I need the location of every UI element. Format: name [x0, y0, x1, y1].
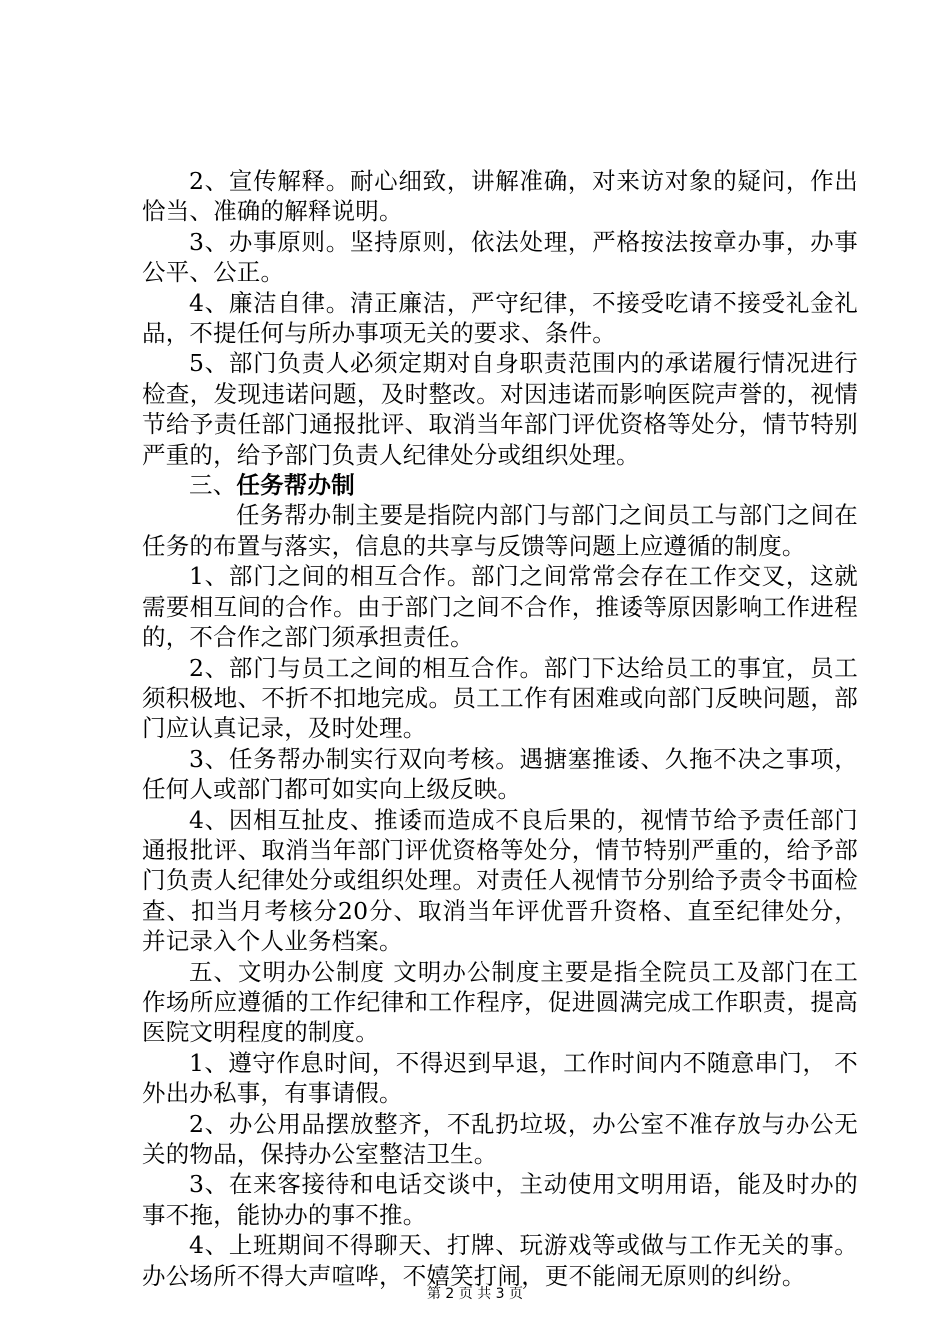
paragraph-civil-office-intro: 五、文明办公制度 文明办公制度主要是指全院员工及部门在工作场所应遵循的工作纪律和工作程序，促进圆满完成工作职责，提高医院文明程度的制度。 — [142, 957, 858, 1047]
page-footer: 第 2 页 共 3 页 — [426, 1286, 524, 1302]
paragraph-integrity: 4、廉洁自律。清正廉洁，严守纪律，不接受吃请不接受礼金礼品，不提任何与所办事项无关的要求、条件。 — [142, 288, 858, 348]
document-body — [142, 166, 858, 1291]
section-heading-task-assist — [142, 470, 858, 500]
paragraph-publicity: 2、宣传解释。耐心细致，讲解准确，对来访对象的疑问，作出恰当、准确的解释说明。 — [142, 167, 858, 226]
paragraph-civil-item-3: 3、在来客接待和电话交谈中，主动使用文明用语，能及时办的事不拖，能协办的事不推。 — [142, 1170, 858, 1229]
paragraph-civil-item-4: 4、上班期间不得聊天、打牌、玩游戏等或做与工作无关的事。办公场所不得大声喧哗，不嬉笑打闹，更不能闹无原则的纠纷。 — [142, 1231, 858, 1290]
section-heading-title: 任务帮办制 — [236, 471, 355, 500]
paragraph-civil-item-2: 2、办公用品摆放整齐，不乱扔垃圾，办公室不准存放与办公无关的物品，保持办公室整洁卫生。 — [142, 1109, 858, 1168]
paragraph-inspection: 5、部门负责人必须定期对自身职责范围内的承诺履行情况进行检查，发现违诺问题，及时整改。对因违诺而影响医院声誉的，视情节给予责任部门通报批评、取消当年部门评优资格等处分，情节特别严重的，给予部门负责人纪律处分或组织处理。 — [142, 349, 858, 469]
paragraph-task-item-1: 1、部门之间的相互合作。部门之间常常会存在工作交叉，这就需要相互间的合作。由于部门之间不合作，推诿等原因影响工作进程的，不合作之部门须承担责任。 — [142, 562, 858, 652]
paragraph-task-item-4: 4、因相互扯皮、推诿而造成不良后果的，视情节给予责任部门通报批评、取消当年部门评优资格等处分，情节特别严重的，给予部门负责人纪律处分或组织处理。对责任人视情节分别给予责令书面检查、扣当月考核分20分、取消当年评优晋升资格、直至纪律处分，并记录入个人业务档案。 — [142, 805, 858, 956]
paragraph-principle: 3、办事原则。坚持原则，依法处理，严格按法按章办事，办事公平、公正。 — [142, 227, 858, 287]
paragraph-civil-item-1: 1、遵守作息时间，不得迟到早退，工作时间内不随意串门， 不外出办私事，有事请假。 — [142, 1048, 858, 1108]
paragraph-task-item-2: 2、部门与员工之间的相互合作。部门下达给员工的事宜，员工须积极地、不折不扣地完成。员工工作有困难或向部门反映问题，部门应认真记录，及时处理。 — [142, 653, 858, 743]
paragraph-task-item-3: 3、任务帮办制实行双向考核。遇搪塞推诿、久拖不决之事项，任何人或部门都可如实向上级反映。 — [142, 744, 858, 804]
paragraph-task-intro: 任务帮办制主要是指院内部门与部门之间员工与部门之间在任务的布置与落实，信息的共享与反馈等问题上应遵循的制度。 — [142, 501, 858, 560]
section-heading-prefix: 三、 — [189, 471, 237, 500]
